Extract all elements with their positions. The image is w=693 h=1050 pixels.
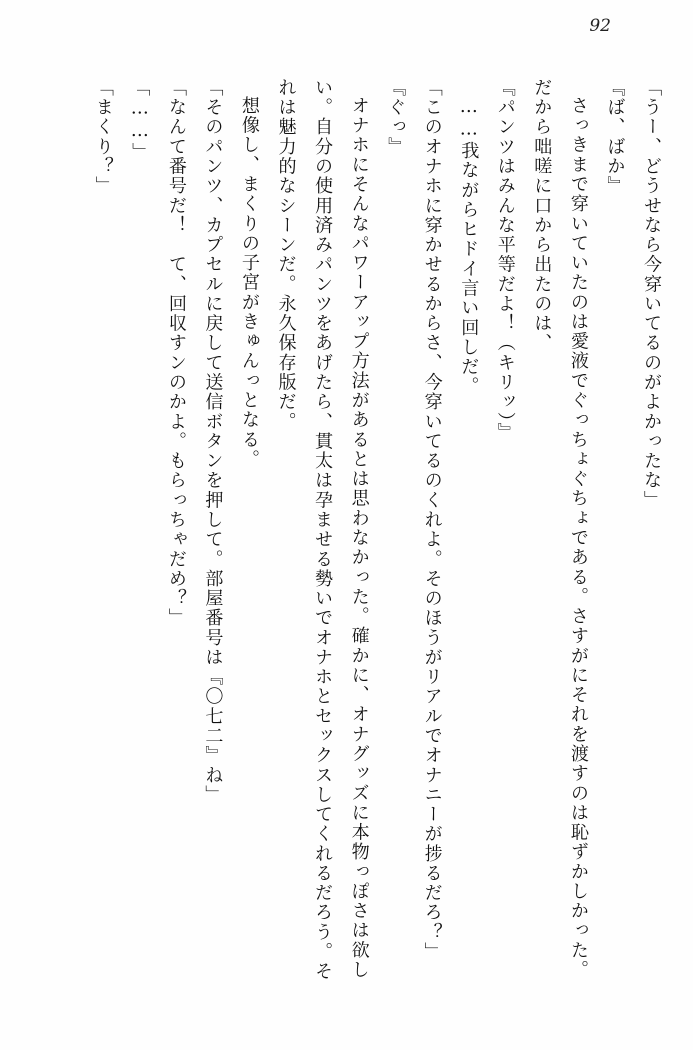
text-line: 「このオナホに穿かせるからさ、今穿いてるのくれよ。そのほうがリアルでオナニーが捗るだろ？」 — [421, 78, 443, 962]
text-line: 「……」 — [129, 78, 151, 163]
text-line: 想像し、まくりの子宮がきゅんっとなる。 — [238, 96, 260, 470]
text-line: 『ば、ばか』 — [604, 78, 626, 196]
text-line: 「なんて番号だ！ て、回収すンのかよ。もらっちゃだめ？」 — [165, 78, 187, 628]
text-line: 『ぐっ』 — [385, 78, 407, 157]
text-line: 「まくり？」 — [92, 78, 114, 196]
text-line: 「うー、どうせなら今穿いてるのがよかったな」 — [641, 78, 662, 511]
text-line: 「そのパンツ、カプセルに戻して送信ボタンを押して。部屋番号は『〇七二』ね」 — [202, 78, 224, 805]
page-number: 92 — [589, 16, 611, 36]
vertical-text-body — [40, 78, 669, 990]
text-line: さっきまで穿いていたのは愛液でぐっちょぐちょである。さすがにそれを渡すのは恥ずかしかった。だから咄嗟に口から出たのは、 — [531, 78, 589, 980]
text-line: オナホにそんなパワーアップ方法があるとは思わなかった。確かに、オナグッズに本物っぽさは欲しい。自分の使用済みパンツをあげたら、貫太は孕ませる勢いでオナホとセックスしてくれるだろう。それは魅力的なシーンだ。永久保存版だ。 — [275, 78, 370, 982]
text-line: 『パンツはみんな平等だよ！（キリッ）』 — [494, 78, 516, 443]
text-line: ……我ながらヒドイ言い回しだ。 — [458, 96, 480, 397]
